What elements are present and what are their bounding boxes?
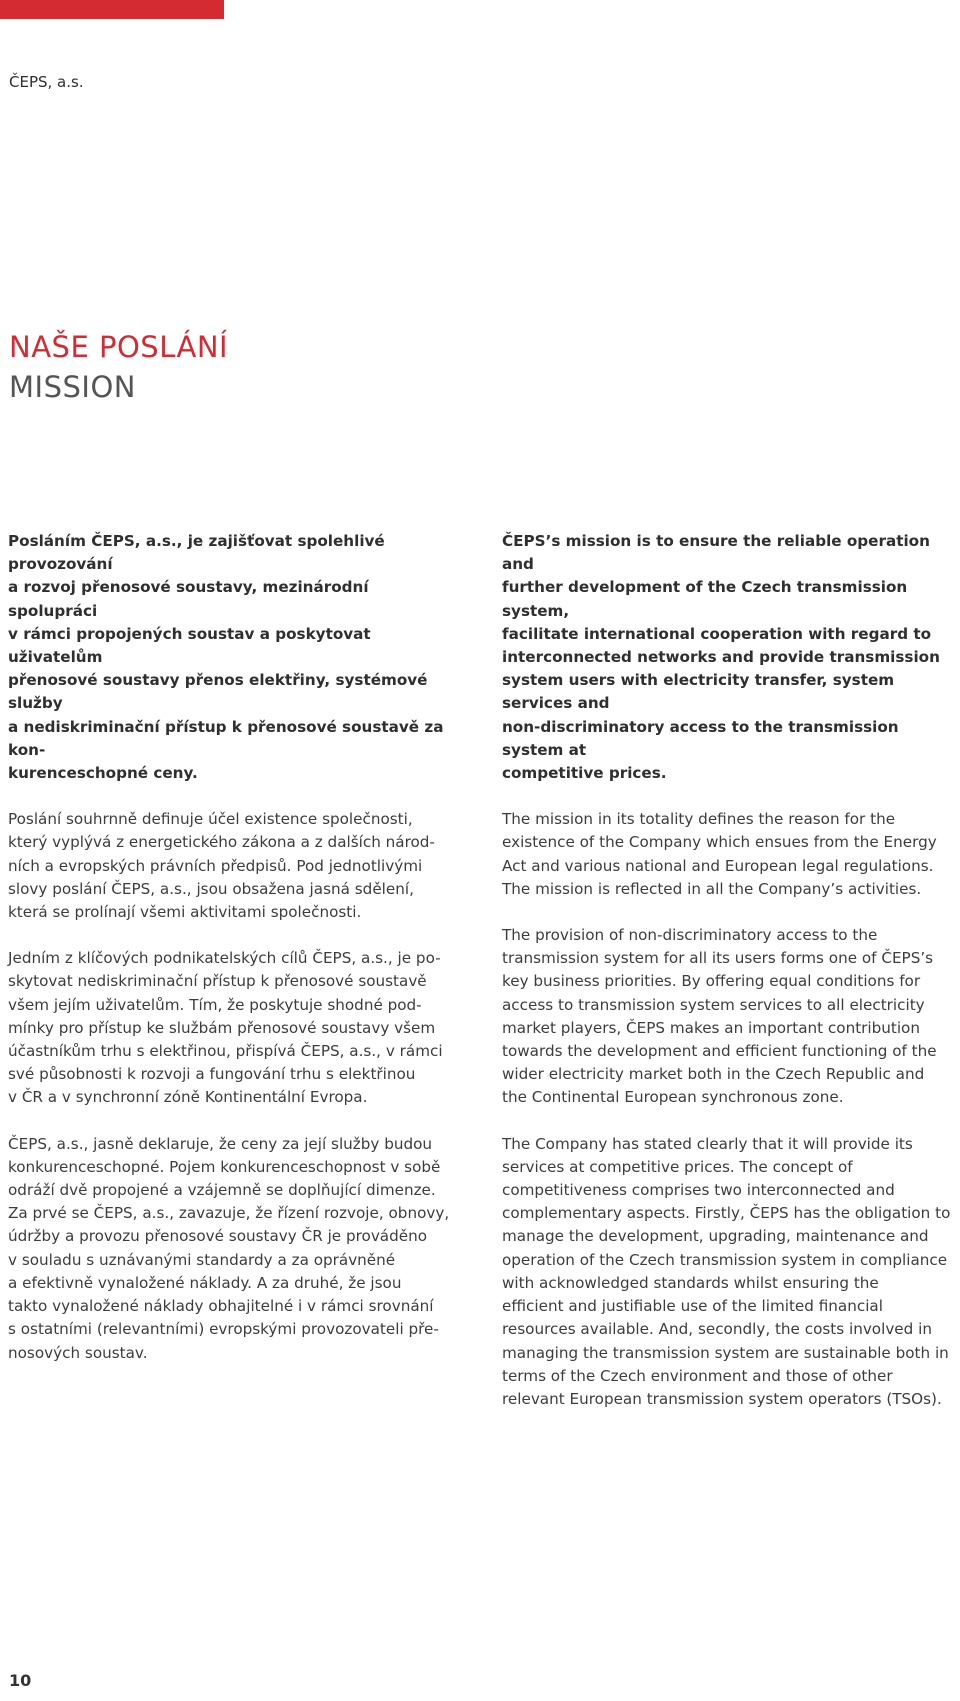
czech-mission-statement: Posláním ČEPS, a.s., je zajišťovat spolehlivé provozování a rozvoj přenosové soustavy, mezinárodní spolupráci v rámci propojených soustav a poskytovat uživatelům přenosové soustavy přenos elektřiny, systémové služby a nediskriminační přístup k přenosové soustavě za kon- kurenceschopné ceny. [8,532,444,783]
company-name: ČEPS, a.s. [9,73,84,91]
english-paragraph-4: The Company has stated clearly that it will provide its services at competitive prices. The concept of competitiveness comprises two interconnected and complementary aspects. Firstly, ČEPS has the obligation to manage the development, upgrading, maintenance and operation of the Czech transmission system in compliance with acknowledged standards whilst ensuring the efficient and justifiable use of the limited financial resources available. And, secondly, the costs involved in managing the transmission system are sustainable both in terms of the Czech environment and those of other relevant European transmission system operators (TSOs). [502,1134,951,1408]
page-title-english: MISSION [9,370,136,404]
english-paragraph-3: The provision of non-discriminatory access to the transmission system for all its users forms one of ČEPS’s key business priorities. By offering equal conditions for access to transmission system services to all electricity market players, ČEPS makes an important contribution towards the development and efficient functioning of the wider electricity market both in the Czech Republic and the Continental European synchronous zone. [502,926,937,1107]
czech-paragraph-4: ČEPS, a.s., jasně deklaruje, že ceny za její služby budou konkurenceschopné. Pojem konkurenceschopnost v sobě odráží dvě propojené a vzájemně se doplňující dimenze. Za prvé se ČEPS, a.s., zavazuje, že řízení rozvoje, obnovy, údržby a provozu přenosové soustavy ČR je prováděno v souladu s uznávanými standardy a za oprávněné a efektivně vynaložené náklady. A za druhé, že jsou takto vynaložené náklady obhajitelné i v rámci srovnání s ostatními (relevantními) evropskými provozovateli pře- nosových soustav. [8,1134,450,1362]
header-accent-bar [0,0,224,19]
page-number: 10 [9,1671,32,1690]
czech-paragraph-3: Jedním z klíčových podnikatelských cílů ČEPS, a.s., je po- skytovat nediskriminační přístup k přenosové soustavě všem jejím uživatelům. Tím, že poskytuje shodné pod- mínky pro přístup ke službám přenosové soustavy všem účastníkům trhu s elektřinou, přispívá ČEPS, a.s., v rámci své působnosti k rozvoji a fungování trhu s elektřinou v ČR a v synchronní zóně Kontinentální Evropa. [8,949,443,1107]
english-paragraph-2: The mission in its totality defines the reason for the existence of the Company which ensues from the Energy Act and various national and European legal regulations. The mission is reflected in all the Company’s activities. [502,810,937,898]
english-text-column [502,530,960,1411]
page-title-czech: NAŠE POSLÁNÍ [9,330,229,364]
czech-paragraph-2: Poslání souhrnně definuje účel existence společnosti, který vyplývá z energetického zákona a z dalších národ- ních a evropských právních předpisů. Pod jednotlivými slovy poslání ČEPS, a.s., jsou obsažena jasná sdělení, která se prolínají všemi aktivitami společnosti. [8,810,435,922]
english-mission-statement: ČEPS’s mission is to ensure the reliable operation and further development of the Czech transmission system, facilitate international cooperation with regard to interconnected networks and provide transmission system users with electricity transfer, system services and non-discriminatory access to the transmission system at competitive prices. [502,532,940,783]
czech-text-column [8,530,460,1365]
